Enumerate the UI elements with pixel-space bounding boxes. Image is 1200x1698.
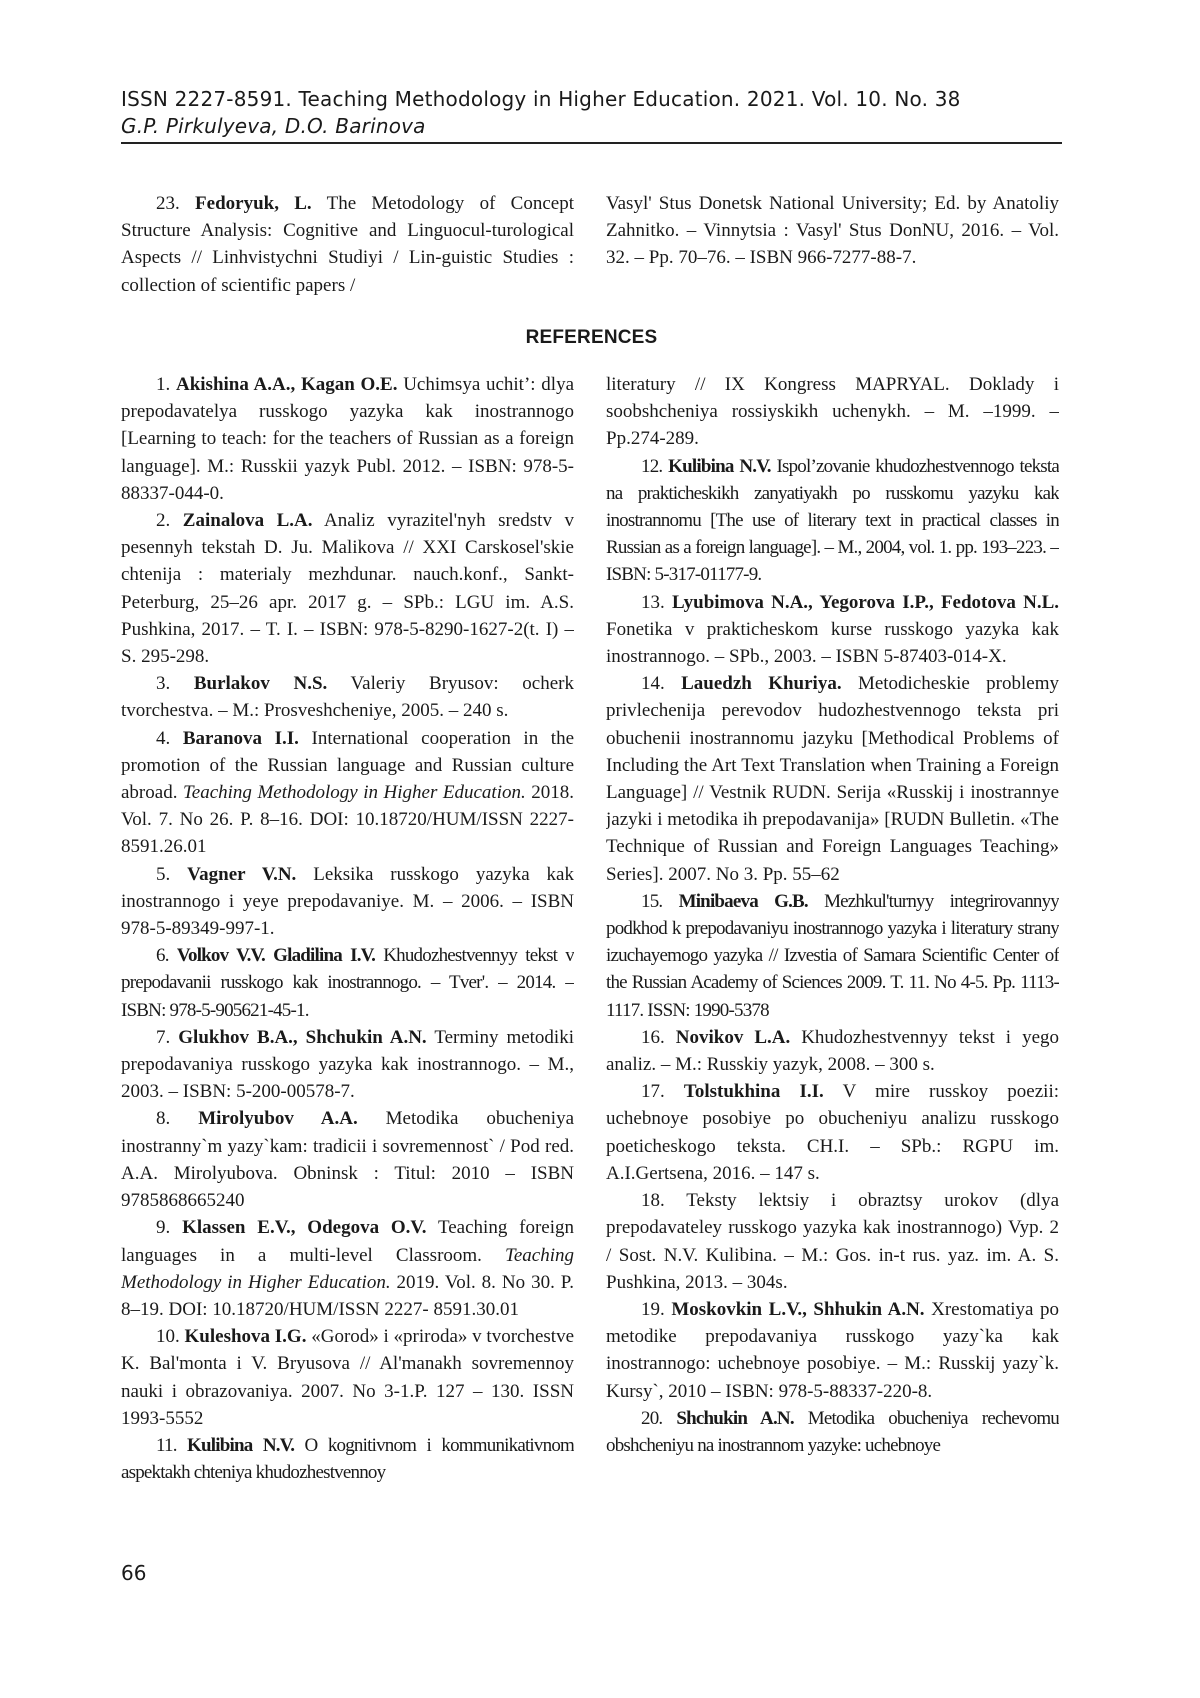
reference-number: 17. <box>641 1081 665 1103</box>
header-rule <box>121 142 1062 144</box>
reference-item-15 <box>606 888 1059 1024</box>
reference-number: 7. <box>156 1026 171 1048</box>
reference-text: Fonetika v prakticheskom kurse russkogo yazyka kak inostrannogo. – SPb., 2003. – ISBN 5-87403-014-X. <box>606 618 1059 668</box>
reference-text: Metodicheskie problemy privlechenija perevodov hudozhestvennogo teksta pri obuchenii inostrannomu jazyku [Methodical Problems of Including the Art Text Translation when Training a Foreign Language] // Vestnik RUDN. Serija «Russkij i inostrannye jazyki i metodika ih prepodavanija» [RUDN Bulletin. «The Technique of Russian and Foreign Languages Teaching» Series]. 2007. No 3. Pp. 55–62 <box>606 673 1059 885</box>
reference-item-12 <box>606 453 1059 589</box>
reference-author: Kulibina N.V. <box>187 1434 295 1456</box>
reference-author: Tolstukhina I.I. <box>683 1081 824 1103</box>
reference-item-16 <box>606 1024 1059 1078</box>
reference-text: Metodika obucheniya inostranny`m yazy`kam: tradicii i sovremennost` / Pod red. A.A. Mirolyubova. Obninsk : Titul: 2010 – ISBN 9785868665240 <box>121 1108 574 1212</box>
reference-number: 14. <box>641 673 665 695</box>
reference-number: 1. <box>156 374 171 395</box>
reference-item-8 <box>121 1105 574 1214</box>
reference-item-10 <box>121 1323 574 1432</box>
reference-author: Lyubimova N.A., Yegorova I.P., Fedotova N.L. <box>672 591 1059 613</box>
reference-item-13 <box>606 589 1059 671</box>
top-left-column <box>121 190 574 302</box>
reference-text: Khudozhestvennyy tekst v prepodavanii russkogo kak inostrannogo. – Tver'. – 2014. – ISBN: 978-5-905621-45-1. <box>121 945 574 1021</box>
reference-text: V mire russkoy poezii: uchebnoye posobiye po obucheniyu analizu russkogo poeticheskogo teksta. CH.I. – SPb.: RGPU im. A.I.Gertsena, 2016. – 147 s. <box>606 1081 1059 1184</box>
reference-number: 8. <box>156 1108 171 1130</box>
reference-item-11-continued: literatury // IX Kongress MAPRYAL. Doklady i soobshcheniya rossiyskikh uchenykh. – M. –1999. – Pp.274-289. <box>606 374 1059 450</box>
references-right-column <box>606 371 1059 1519</box>
reference-item-2 <box>121 507 574 670</box>
reference-item-11 <box>121 1432 574 1486</box>
reference-number: 5. <box>156 863 171 885</box>
reference-number: 15. <box>641 890 663 912</box>
reference-journal: Teaching Methodology in Higher Education. <box>121 1244 574 1293</box>
reference-number: 6. <box>156 945 169 967</box>
reference-details: 2019. Vol. 8. No 30. P. 8–19. DOI: 10.18720/HUM/ISSN 2227- 8591.30.01 <box>121 1271 574 1320</box>
reference-item-3 <box>121 670 574 724</box>
reference-item-23 <box>121 190 574 299</box>
top-right-column <box>606 190 1059 302</box>
reference-author: Kuleshova I.G. <box>184 1326 307 1348</box>
reference-text: Leksika russkogo yazyka kak inostrannogo i yeye prepodavaniye. M. – 2006. – ISBN 978-5-89349-997-1. <box>121 863 574 940</box>
reference-journal: Teaching Methodology in Higher Education. <box>182 782 526 804</box>
reference-text: Terminy metodiki prepodavaniya russkogo yazyka kak inostrannogo. – M., 2003. – ISBN: 5-200-00578-7. <box>121 1026 574 1103</box>
reference-author: Baranova I.I. <box>182 727 299 749</box>
reference-text: Teaching foreign languages in a multi-level Classroom. <box>121 1217 574 1266</box>
reference-item-17 <box>606 1078 1059 1187</box>
running-head <box>121 86 1061 140</box>
reference-number: 19. <box>641 1298 665 1320</box>
reference-author: Minibaeva G.B. <box>678 890 808 912</box>
references-left-column <box>121 371 574 1519</box>
reference-text: Teksty lektsiy i obraztsy urokov (dlya prepodavateley russkogo yazyka kak inostrannogo) Vyp. 2 / Sost. N.V. Kulibina. – M.: Gos. in-t rus. yaz. im. A. S. Pushkina, 2013. – 304s. <box>606 1190 1059 1293</box>
reference-number: 2. <box>156 510 171 532</box>
reference-author: Mirolyubov A.A. <box>198 1108 358 1130</box>
reference-text: O kognitivnom i kommunikativnom aspektakh chteniya khudozhestvennoy <box>121 1434 574 1484</box>
reference-text: «Gorod» i «priroda» v tvorchestve K. Bal'monta i V. Bryusova // Al'manakh sovremennoy nauki i obrazovaniya. 2007. No 3-1.P. 127 – 130. ISSN 1993-5552 <box>121 1326 574 1429</box>
reference-item-9 <box>121 1214 574 1323</box>
reference-number: 13. <box>641 591 665 613</box>
reference-text: Mezhkul'turnyy integrirovannyy podkhod k prepodavaniyu inostrannogo yazyka i literatury strany izuchayemogo yazyka // Izvestia of Samara Scientific Center of the Russian Academy of Sciences 2009. T. 11. No 4-5. Pp. 1113-1117. ISSN: 1990-5378 <box>606 890 1059 1021</box>
reference-text: International cooperation in the promotion of the Russian language and Russian culture abroad. <box>121 727 574 804</box>
reference-item-6 <box>121 942 574 1024</box>
reference-number: 23. <box>156 193 180 214</box>
reference-text: Xrestomatiya po metodike prepodavaniya russkogo yazy`ka kak inostrannogo: uchebnoye posobiye. – M.: Russkij yazy`k. Kursy`, 2010 – ISBN: 978-5-88337-220-8. <box>606 1298 1059 1402</box>
reference-author: Glukhov B.A., Shchukin A.N. <box>178 1026 427 1048</box>
reference-text: The Metodology of Concept Structure Analysis: Cognitive and Linguocul-turological Aspects // Linhvistychni Studiyi / Lin-guistic Studies : collection of scientific papers / <box>121 193 574 296</box>
reference-item-23-continued: Vasyl' Stus Donetsk National University; Ed. by Anatoliy Zahnitko. – Vinnytsia : Vasyl' Stus DonNU, 2016. – Vol. 32. – Pp. 70–76. – ISBN 966-7277-88-7. <box>606 193 1059 269</box>
reference-author: Akishina A.A., Kagan O.E. <box>175 374 398 395</box>
reference-author: Kulibina N.V. <box>668 455 771 477</box>
reference-number: 18. <box>641 1190 665 1212</box>
reference-number: 11. <box>156 1434 177 1456</box>
reference-item-7 <box>121 1024 574 1106</box>
reference-author: Zainalova L.A. <box>182 510 313 532</box>
reference-text: Ispol’zovanie khudozhestvennogo teksta na prakticheskikh zanyatiyakh po russkomu yazyku kak inostrannomu [The use of literary text in practical classes in Russian as a foreign language]. – M., 2004, vol. 1. pp. 193–223. – ISBN: 5-317-01177-9. <box>606 455 1059 586</box>
reference-text: Valeriy Bryusov: ocherk tvorchestva. – M.: Prosveshcheniye, 2005. – 240 s. <box>121 673 574 722</box>
reference-text: Uchimsya uchit’: dlya prepodavatelya russkogo yazyka kak inostrannogo [Learning to teach: for the teachers of Russian as a foreign language]. M.: Russkii yazyk Publ. 2012. – ISBN: 978-5-88337-044-0. <box>121 374 574 504</box>
reference-item-4 <box>121 725 574 861</box>
reference-number: 10. <box>156 1326 180 1348</box>
reference-item-20 <box>606 1405 1059 1459</box>
reference-author: Fedoryuk, L. <box>195 193 312 214</box>
references-heading: REFERENCES <box>525 327 658 348</box>
article-authors-line: G.P. Pirkulyeva, D.O. Barinova <box>121 114 426 138</box>
reference-author: Shchukin A.N. <box>676 1407 794 1429</box>
reference-author: Novikov L.A. <box>675 1026 791 1048</box>
reference-number: 20. <box>641 1407 663 1429</box>
reference-text: Metodika obucheniya rechevomu obshcheniyu na inostrannom yazyke: uchebnoye <box>606 1407 1059 1456</box>
reference-author: Klassen E.V., Odegova O.V. <box>182 1217 427 1239</box>
reference-number: 3. <box>156 673 171 695</box>
reference-number: 9. <box>156 1217 171 1239</box>
reference-item-18 <box>606 1187 1059 1296</box>
reference-item-14 <box>606 670 1059 888</box>
reference-author: Lauedzh Khuriya. <box>681 673 842 695</box>
reference-item-1 <box>121 371 574 507</box>
reference-item-19 <box>606 1296 1059 1405</box>
reference-author: Moskovkin L.V., Shhukin A.N. <box>671 1298 925 1320</box>
reference-number: 4. <box>156 727 171 749</box>
reference-author: Burlakov N.S. <box>193 673 328 695</box>
reference-author: Volkov V.V. Gladilina I.V. <box>176 945 376 967</box>
journal-issn-line: ISSN 2227-8591. Teaching Methodology in Higher Education. 2021. Vol. 10. No. 38 <box>121 87 961 111</box>
reference-number: 16. <box>641 1026 665 1048</box>
reference-item-5 <box>121 861 574 943</box>
page-number: 66 <box>121 1561 147 1585</box>
reference-number: 12. <box>641 455 663 477</box>
reference-author: Vagner V.N. <box>187 863 297 885</box>
reference-text: Khudozhestvennyy tekst i yego analiz. – M.: Russkiy yazyk, 2008. – 300 s. <box>606 1026 1059 1076</box>
reference-text: Analiz vyrazitel'nyh sredstv v pesennyh tekstah D. Ju. Malikova // XXI Carskosel'skie chtenija : materialy mezhdunar. nauch.konf., Sankt-Peterburg, 25–26 apr. 2017 g. – SPb.: LGU im. A.S. Pushkina, 2017. – T. I. – ISBN: 978-5-8290-1627-2(t. I) – S. 295-298. <box>121 510 574 668</box>
reference-details: 2018. Vol. 7. No 26. P. 8–16. DOI: 10.18720/HUM/ISSN 2227-8591.26.01 <box>121 782 574 858</box>
